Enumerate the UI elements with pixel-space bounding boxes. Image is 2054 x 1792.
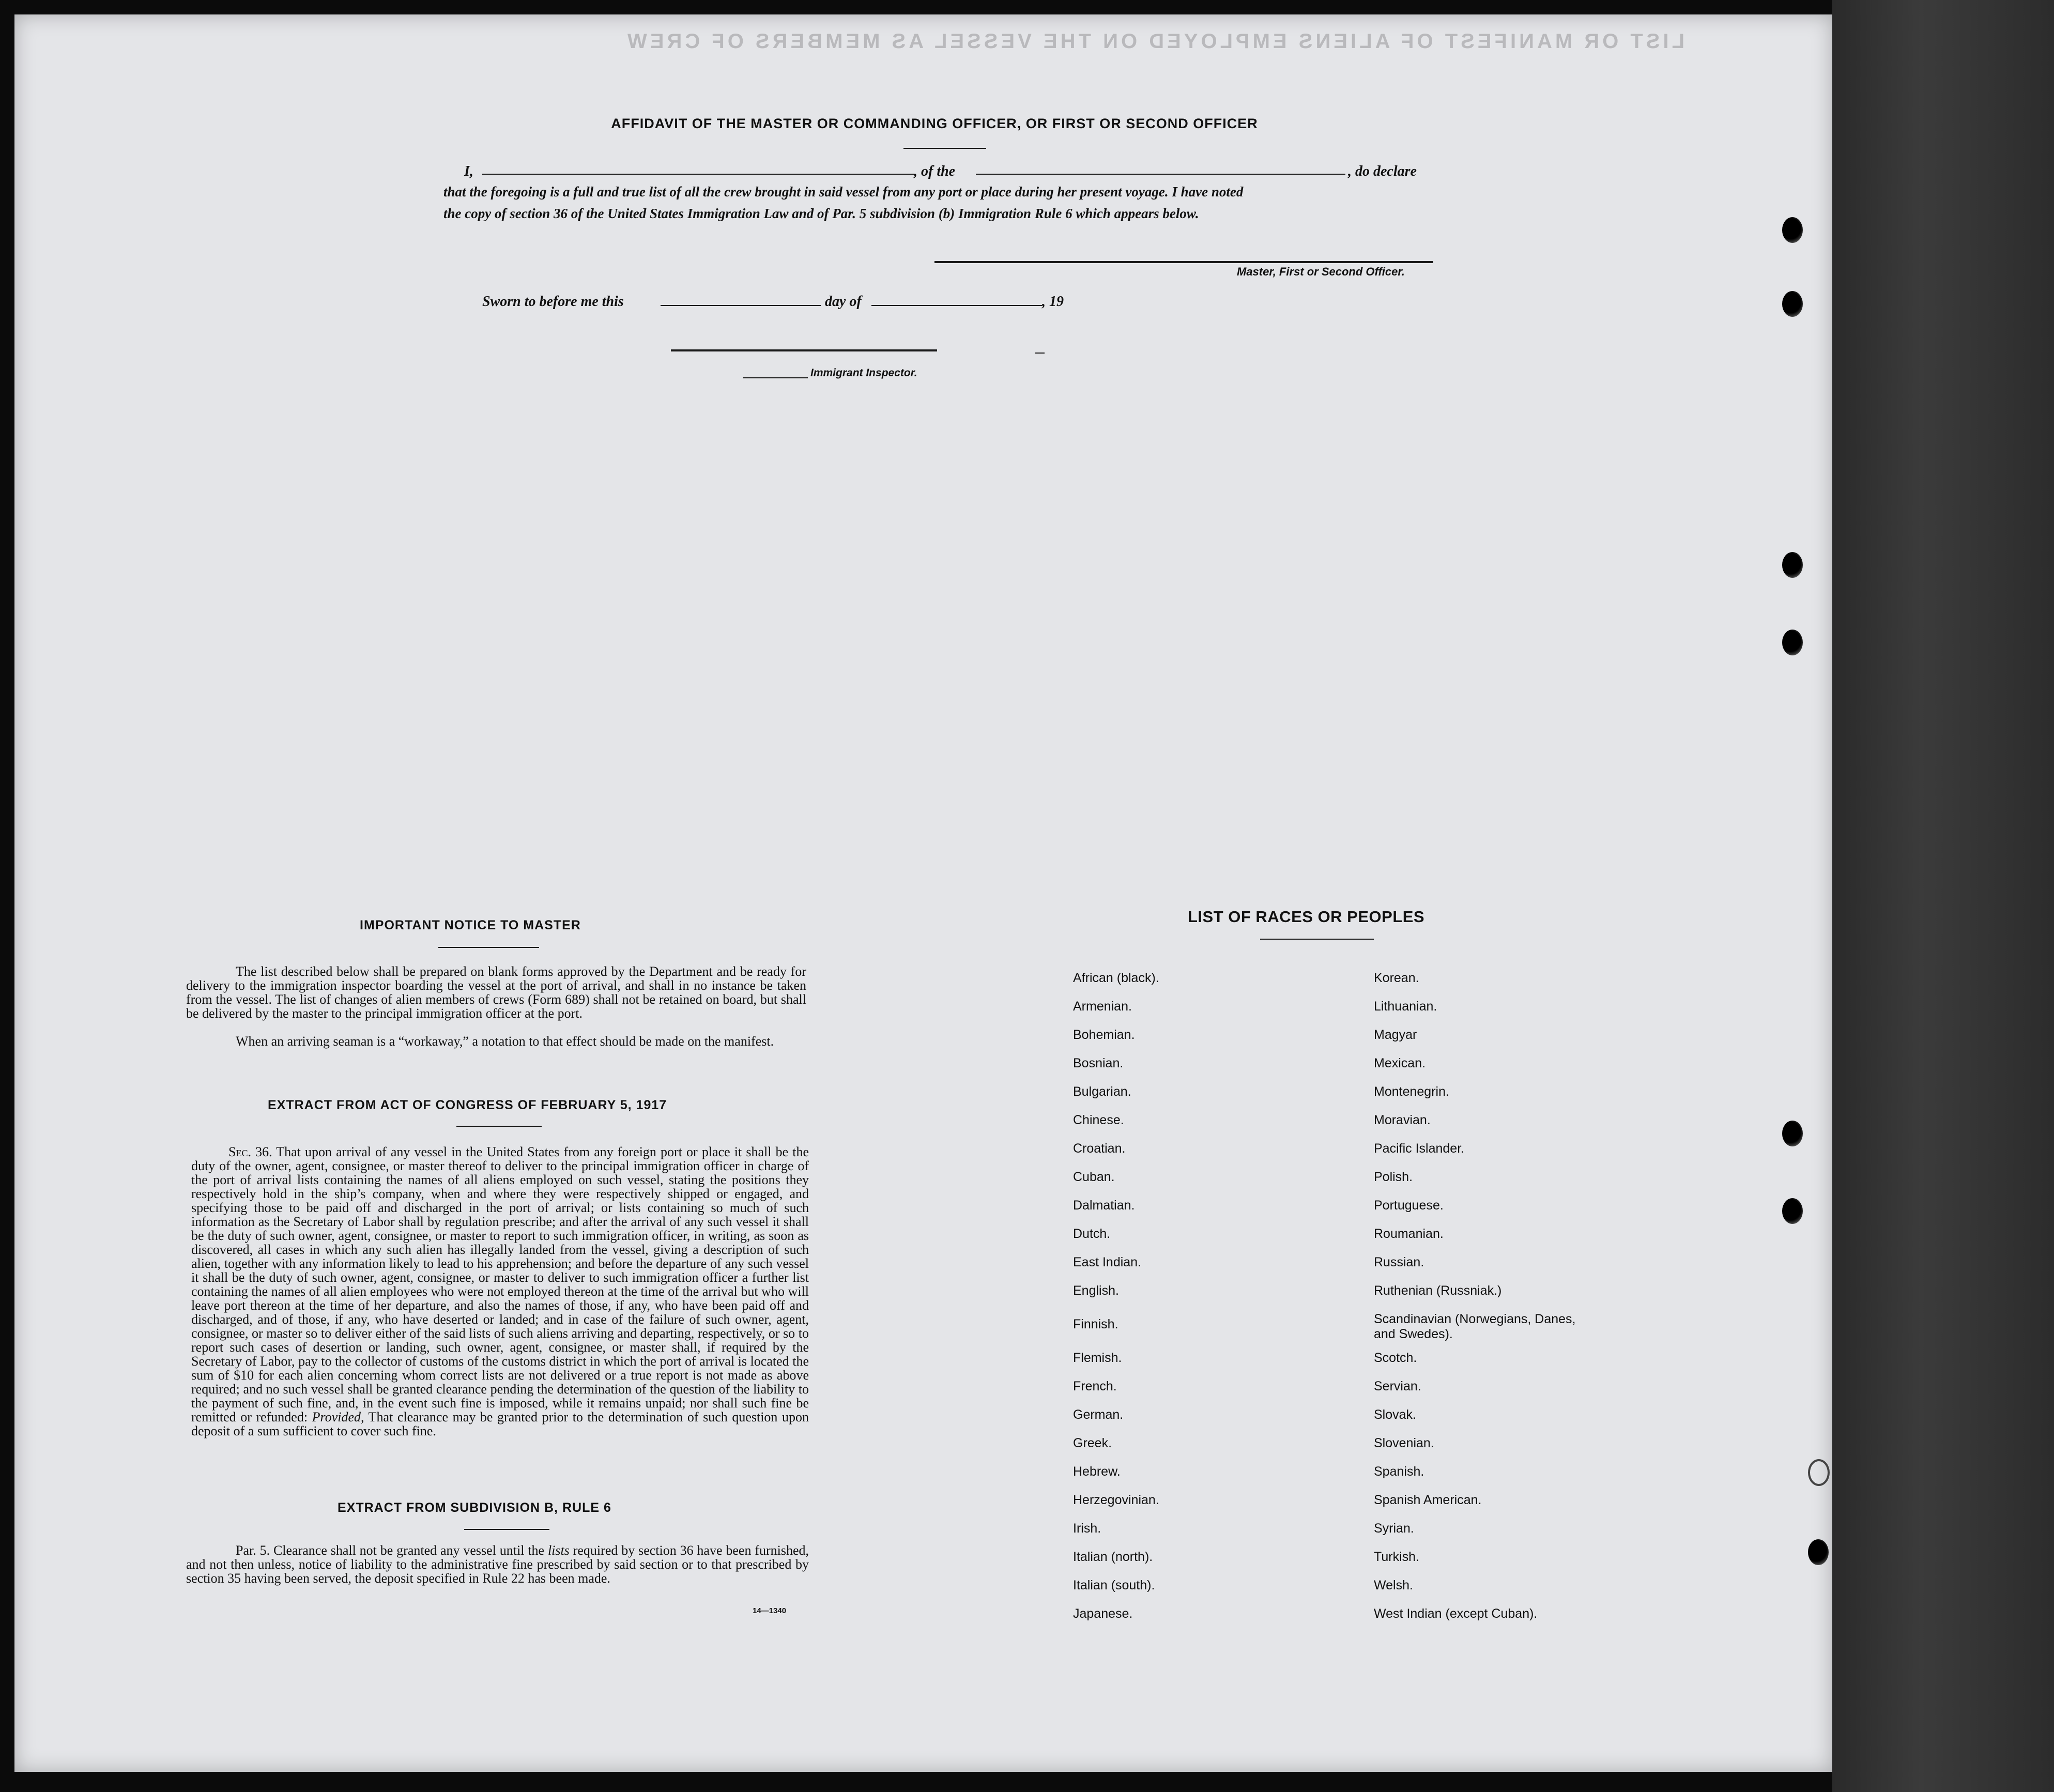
race-item: Italian (north). [1073,1550,1153,1564]
race-item: Welsh. [1374,1578,1413,1592]
scan-background-edge [1832,0,2054,1792]
race-item: Flemish. [1073,1351,1122,1365]
race-item: East Indian. [1073,1255,1142,1269]
race-item: Montenegrin. [1374,1084,1449,1099]
race-item: Dalmatian. [1073,1198,1135,1213]
affidavit-title: AFFIDAVIT OF THE MASTER OR COMMANDING OFFICER, OR FIRST OR SECOND OFFICER [611,116,1258,131]
race-item: Pacific Islander. [1374,1141,1465,1156]
race-item: German. [1073,1407,1124,1422]
race-item: English. [1073,1283,1119,1298]
signature-label: Master, First or Second Officer. [1237,265,1405,278]
sworn-day-blank[interactable] [661,305,821,306]
punch-hole [1782,217,1803,243]
race-item: Japanese. [1073,1606,1133,1621]
races-title-underline [1260,939,1374,940]
punch-hole [1782,630,1803,655]
sworn-month-blank[interactable] [871,305,1042,306]
race-item: West Indian (except Cuban). [1374,1606,1538,1621]
race-item: Syrian. [1374,1521,1414,1536]
affidavit-line-3: the copy of section 36 of the United States Immigration Law and of Par. 5 subdivision (b) Immigration Rule 6 which appears below. [443,206,1199,221]
race-item: Irish. [1073,1521,1101,1536]
extract-2-title: EXTRACT FROM SUBDIVISION B, RULE 6 [338,1500,611,1515]
race-item: Hebrew. [1073,1464,1121,1479]
race-item: Ruthenian (Russniak.) [1374,1283,1502,1298]
punch-hole [1782,1121,1803,1146]
rule-6-paragraph [186,1543,809,1585]
form-number: 14—1340 [753,1606,787,1615]
race-item: Slovak. [1374,1407,1416,1422]
notice-paragraph-2: When an arriving seaman is a “workaway,” a notation to that effect should be made on the manifest. [236,1034,774,1049]
race-item: Bohemian. [1073,1028,1135,1042]
signature-line[interactable] [934,261,1433,263]
affidavit-line-2: that the foregoing is a full and true list of all the crew brought in said vessel from any port or place during her present voyage. I have noted [443,184,1244,200]
extract-1-title: EXTRACT FROM ACT OF CONGRESS OF FEBRUARY 5, 1917 [268,1098,667,1112]
bleed-through-text: LIST OR MANIFEST OF ALIENS EMPLOYED ON THE VESSEL AS MEMBERS OF CREW [624,30,1685,53]
rule-6-text-a: Par. 5. Clearance shall not be granted any vessel until the [236,1543,545,1558]
race-item: Mexican. [1374,1056,1426,1070]
races-title: LIST OF RACES OR PEOPLES [1188,908,1425,926]
affidavit-declare-label: , do declare [1348,163,1417,179]
notice-title-underline [438,947,539,948]
provided-word: Provided, [312,1410,364,1425]
race-item: Korean. [1374,971,1419,985]
inspector-short-line [743,377,808,378]
extract-1-underline [456,1126,542,1127]
race-item: Spanish. [1374,1464,1424,1479]
inspector-signature-line[interactable] [671,349,937,351]
rule-6-text-b: required by section 36 have been furnished, and not then unless, notice of liability to the administrative fine prescribed by said section or to that prescribed by section 35 having been served, the deposit specified in Rule 22 has been made. [186,1543,809,1586]
title-underline [903,148,986,149]
name-blank-line[interactable] [482,174,914,175]
punch-hole [1782,552,1803,578]
section-36-body: That upon arrival of any vessel in the United States from any foreign port or place it shall be the duty of the owner, agent, consignee, or master thereof to deliver to the principal immigration officer in charge of the port of arrival lists containing the names of all aliens employed on such vessel, stating the positions they respectively hold in the ship’s company, when and where they were respectively shipped or engaged, and specifying those to be paid off and discharged in the port of arrival; or lists containing so much of such information as the Secretary of Labor shall by regulation prescribe; and after the arrival of any such vessel it shall be the duty of such owner, agent, consignee, or master to report to such immigration officer, in writing, as soon as discovered, all cases in which any such alien has illegally landed from the vessel, giving a description of such alien, together with any information likely to lead to his apprehension; and before the departure of any such vessel it shall be the duty of such owner, agent, consignee, or master to deliver to such immigration officer a further list containing the names of all alien employees who were not employed thereon at the time of the arrival but who will leave port thereon at the time of her departure, and also the names of those, if any, who have been paid off and discharged, and of those, if any, who have deserted or landed; and in case of the failure of such owner, agent, consignee, or master so to deliver either of the said lists of such aliens arriving and departing, respectively, or so to report such cases of desertion or landing, such owner, agent, consignee, or master shall, if required by the Secretary of Labor, pay to the collector of customs of the customs district in which the port of arrival is located the sum of $10 for each alien concerning whom correct lists are not delivered or a true report is not made as above required; and no such vessel shall be granted clearance pending the determination of the question of the liability to the payment of such fine, and, in the event such fine is imposed, while it remains unpaid; nor shall such fine be remitted or refunded: [191,1144,809,1425]
race-item: Finnish. [1073,1317,1118,1331]
race-item: Bosnian. [1073,1056,1124,1070]
race-item: Russian. [1374,1255,1424,1269]
race-item: Roumanian. [1374,1227,1444,1241]
race-item: Herzegovinian. [1073,1493,1159,1507]
sworn-label: Sworn to before me this [482,294,624,310]
day-of-label: day of [825,294,862,310]
race-item: Servian. [1374,1379,1421,1393]
dash-mark [1035,353,1045,354]
race-item: Slovenian. [1374,1436,1434,1450]
year-label: , 19 [1042,294,1064,310]
extract-2-underline [464,1529,549,1530]
race-item: Cuban. [1073,1170,1115,1184]
punch-hole [1808,1459,1830,1486]
section-36-text [191,1145,809,1438]
punch-hole [1782,291,1803,317]
race-item: Turkish. [1374,1550,1419,1564]
race-item: African (black). [1073,971,1159,985]
race-item: Italian (south). [1073,1578,1155,1592]
race-item: French. [1073,1379,1117,1393]
race-item: Portuguese. [1374,1198,1444,1213]
section-36-end: That clearance may be granted prior to the determination of such question upon deposit of a sum sufficient to cover such fine. [191,1410,809,1438]
race-item: Greek. [1073,1436,1112,1450]
notice-paragraph-1: The list described below shall be prepared on blank forms approved by the Department and be ready for delivery to the immigration inspector boarding the vessel at the port of arrival, and shall in no instance be taken from the vessel. The list of changes of alien members of crews (Form 689) shall not be retained on board, but shall be delivered by the master to the principal immigration officer at the port. [186,964,806,1021]
manifest-page [14,14,1832,1772]
race-item: Spanish American. [1374,1493,1482,1507]
lists-word: lists [547,1543,570,1558]
race-item: Dutch. [1073,1227,1111,1241]
race-item: Moravian. [1374,1113,1431,1127]
section-label: Sec. 36. [228,1144,272,1159]
race-item: Lithuanian. [1374,999,1437,1014]
punch-hole [1808,1539,1829,1565]
race-item: Chinese. [1073,1113,1124,1127]
vessel-blank-line[interactable] [976,174,1345,175]
punch-hole [1782,1198,1803,1224]
race-item: Polish. [1374,1170,1413,1184]
affidavit-of-label: , of the [914,163,956,179]
race-item: Croatian. [1073,1141,1126,1156]
race-item: Magyar [1374,1028,1417,1042]
notice-title: IMPORTANT NOTICE TO MASTER [360,918,581,932]
race-item: Armenian. [1073,999,1132,1014]
affidavit-i-label: I, [464,163,473,179]
race-item: Bulgarian. [1073,1084,1131,1099]
inspector-label: Immigrant Inspector. [810,367,917,379]
race-item: Scotch. [1374,1351,1417,1365]
race-item: Scandinavian (Norwegians, Danes, and Swedes). [1374,1312,1576,1341]
